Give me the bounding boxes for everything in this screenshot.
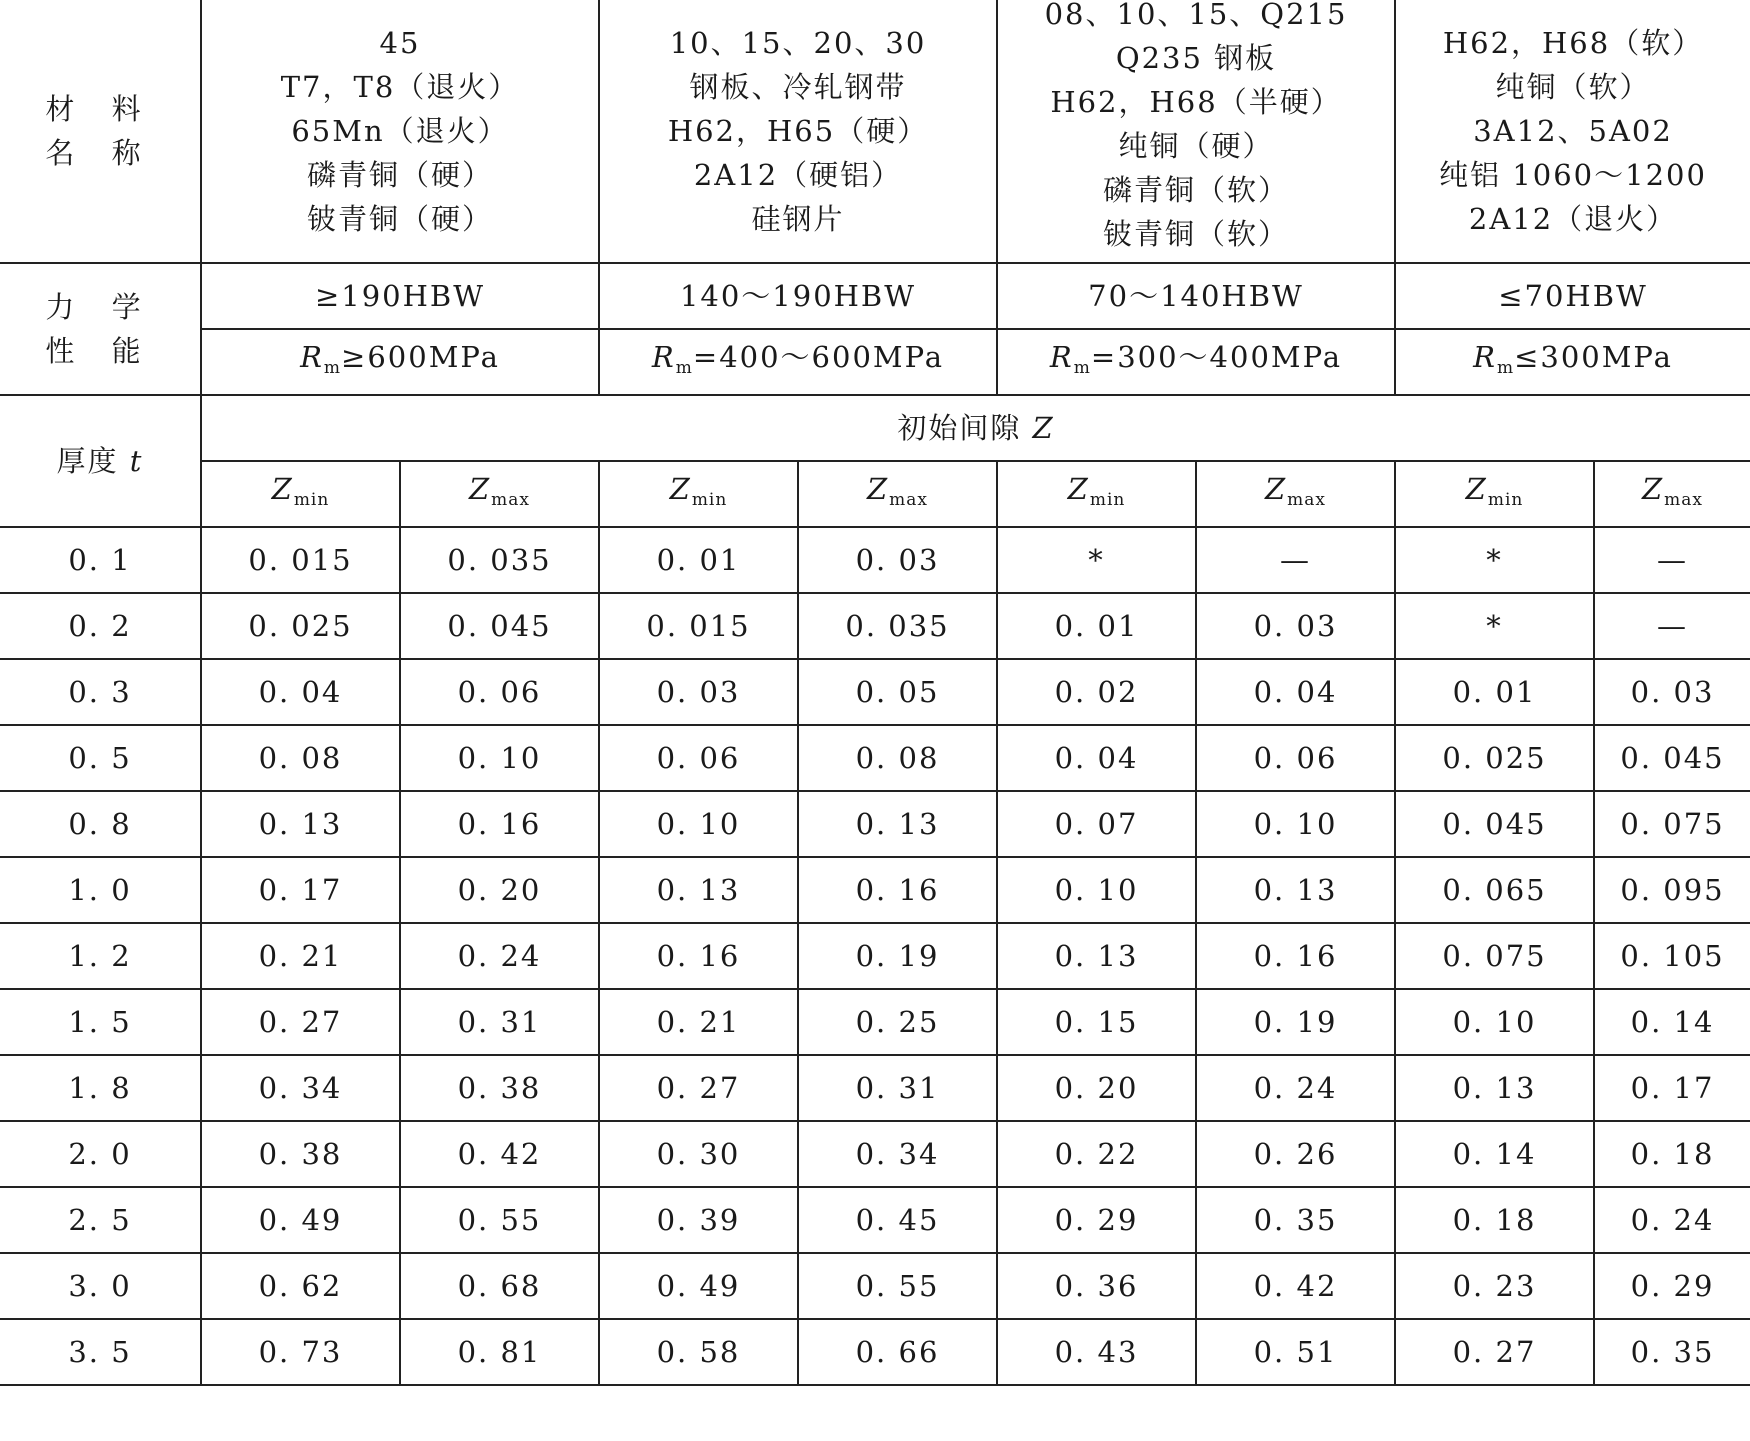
z-min-cell: 0. 27 (1395, 1319, 1594, 1385)
z-max-cell: 0. 42 (400, 1121, 599, 1187)
z-min-cell: 0. 04 (997, 725, 1196, 791)
thickness-cell: 3. 5 (0, 1319, 201, 1385)
z-subscript: max (491, 489, 530, 510)
z-max-header (798, 461, 997, 527)
strength-cell (201, 329, 599, 395)
z-min-cell: 0. 01 (997, 593, 1196, 659)
z-max-cell: 0. 19 (798, 923, 997, 989)
table-row (0, 593, 1750, 659)
z-min-cell: 0. 03 (599, 659, 798, 725)
z-max-cell: 0. 68 (400, 1253, 599, 1319)
z-min-cell: 0. 18 (1395, 1187, 1594, 1253)
initial-gap-row (0, 395, 1750, 461)
z-max-cell: 0. 24 (400, 923, 599, 989)
z-min-cell: 0. 16 (599, 923, 798, 989)
z-max-cell: 0. 20 (400, 857, 599, 923)
table-row (0, 1121, 1750, 1187)
z-min-cell: 0. 34 (201, 1055, 400, 1121)
z-min-cell: 0. 10 (599, 791, 798, 857)
z-min-cell: 0. 49 (201, 1187, 400, 1253)
material-name-line: 08、10、15、Q215 (1044, 0, 1348, 31)
material-name-line: 45 (379, 26, 421, 60)
material-name-line: 磷青铜（硬） (306, 158, 493, 192)
z-symbol: Z (1642, 471, 1665, 506)
z-max-cell: 0. 14 (1594, 989, 1750, 1055)
z-max-cell: 0. 03 (1196, 593, 1395, 659)
strength-cell (997, 329, 1395, 395)
material-name-line: 2A12（退火） (1468, 202, 1678, 236)
z-max-cell: 0. 55 (400, 1187, 599, 1253)
z-max-cell: — (1594, 527, 1750, 593)
z-min-cell: 0. 39 (599, 1187, 798, 1253)
z-max-cell: 0. 24 (1196, 1055, 1395, 1121)
thickness-cell: 1. 5 (0, 989, 201, 1055)
thickness-cell: 0. 3 (0, 659, 201, 725)
table-row (0, 527, 1750, 593)
initial-gap-var: Z (1032, 411, 1055, 445)
material-name-line: 铍青铜（软） (1103, 217, 1290, 251)
z-max-cell: 0. 10 (400, 725, 599, 791)
z-min-cell: 0. 025 (201, 593, 400, 659)
z-min-cell: 0. 10 (997, 857, 1196, 923)
hardness-cell: ≤70HBW (1395, 263, 1750, 329)
z-min-cell: 0. 065 (1395, 857, 1594, 923)
z-max-cell: 0. 17 (1594, 1055, 1750, 1121)
z-max-cell: 0. 31 (400, 989, 599, 1055)
z-min-cell: 0. 22 (997, 1121, 1196, 1187)
z-max-cell: 0. 06 (400, 659, 599, 725)
z-min-cell: 0. 21 (599, 989, 798, 1055)
z-max-cell: 0. 45 (798, 1187, 997, 1253)
z-max-cell: 0. 035 (798, 593, 997, 659)
z-subscript: max (1664, 489, 1704, 510)
z-min-cell: 0. 13 (599, 857, 798, 923)
z-min-cell: 0. 06 (599, 725, 798, 791)
z-max-cell: 0. 035 (400, 527, 599, 593)
table-row (0, 791, 1750, 857)
z-max-cell: 0. 03 (798, 527, 997, 593)
material-name-line: 2A12（硬铝） (693, 158, 903, 192)
strength-value: ≥600MPa (341, 339, 500, 374)
material-name-row (0, 0, 1750, 263)
initial-gap-label (201, 395, 1750, 461)
rm-symbol: R (1473, 339, 1497, 374)
table-row (0, 1319, 1750, 1385)
z-min-cell: 0. 15 (997, 989, 1196, 1055)
z-min-cell: 0. 23 (1395, 1253, 1594, 1319)
z-min-cell: 0. 27 (201, 989, 400, 1055)
thickness-cell: 0. 1 (0, 527, 201, 593)
z-max-cell: 0. 34 (798, 1121, 997, 1187)
hardness-cell: 140～190HBW (599, 263, 997, 329)
material-name-label-line: 名 称 (45, 136, 155, 170)
z-symbol: Z (867, 471, 890, 506)
z-min-cell: 0. 045 (1395, 791, 1594, 857)
hardness-row (0, 263, 1750, 329)
z-max-cell: — (1594, 593, 1750, 659)
z-symbol: Z (1465, 471, 1488, 506)
z-max-cell: 0. 05 (798, 659, 997, 725)
material-name-label-line: 材 料 (45, 92, 155, 126)
z-subscript: min (1089, 489, 1126, 510)
table-row (0, 659, 1750, 725)
thickness-cell: 1. 2 (0, 923, 201, 989)
z-min-cell: 0. 58 (599, 1319, 798, 1385)
z-subscript: max (889, 489, 928, 510)
material-name-line: 65Mn（退火） (291, 114, 509, 148)
z-subscript: max (1287, 489, 1327, 510)
z-max-cell: 0. 045 (1594, 725, 1750, 791)
z-subscript: min (691, 489, 728, 510)
z-max-cell: 0. 13 (798, 791, 997, 857)
z-min-header (201, 461, 400, 527)
z-symbol: Z (1067, 471, 1090, 506)
z-max-cell: 0. 35 (1196, 1187, 1395, 1253)
z-max-cell: 0. 10 (1196, 791, 1395, 857)
z-min-cell: 0. 20 (997, 1055, 1196, 1121)
thickness-cell: 1. 0 (0, 857, 201, 923)
z-max-cell: 0. 35 (1594, 1319, 1750, 1385)
material-name-line: 纯铝 1060～1200 (1439, 158, 1707, 192)
rm-subscript: m (1073, 357, 1091, 378)
table-row (0, 725, 1750, 791)
z-max-cell: 0. 16 (1196, 923, 1395, 989)
thickness-cell: 0. 2 (0, 593, 201, 659)
z-symbol: Z (1265, 471, 1288, 506)
z-symbol: Z (469, 471, 492, 506)
z-max-cell: 0. 66 (798, 1319, 997, 1385)
thickness-cell: 2. 0 (0, 1121, 201, 1187)
table-row (0, 1187, 1750, 1253)
strength-cell (1395, 329, 1750, 395)
z-min-header (997, 461, 1196, 527)
z-max-cell: 0. 31 (798, 1055, 997, 1121)
z-min-cell: 0. 73 (201, 1319, 400, 1385)
z-symbol: Z (271, 471, 294, 506)
z-max-cell: 0. 29 (1594, 1253, 1750, 1319)
z-max-cell: 0. 18 (1594, 1121, 1750, 1187)
material-name-line: H62，H65（硬） (667, 114, 929, 148)
z-min-cell: 0. 01 (599, 527, 798, 593)
z-max-cell: 0. 81 (400, 1319, 599, 1385)
z-min-cell: 0. 13 (997, 923, 1196, 989)
material-name-line: 纯铜（软） (1495, 70, 1651, 104)
z-symbol: Z (669, 471, 692, 506)
z-max-header (400, 461, 599, 527)
material-name-line: Q235 钢板 (1115, 41, 1277, 75)
thickness-cell: 3. 0 (0, 1253, 201, 1319)
table-row (0, 1253, 1750, 1319)
strength-value: =400～600MPa (692, 339, 945, 374)
material-name-line: 硅钢片 (751, 202, 845, 236)
z-min-cell: 0. 36 (997, 1253, 1196, 1319)
z-max-cell: 0. 16 (798, 857, 997, 923)
z-max-cell: — (1196, 527, 1395, 593)
thickness-cell: 2. 5 (0, 1187, 201, 1253)
strength-row (0, 329, 1750, 395)
z-max-cell: 0. 51 (1196, 1319, 1395, 1385)
material-group-4 (1395, 0, 1750, 263)
material-name-line: 纯铜（硬） (1118, 129, 1274, 163)
z-min-cell: 0. 075 (1395, 923, 1594, 989)
z-min-cell: 0. 30 (599, 1121, 798, 1187)
table-row (0, 857, 1750, 923)
material-name-line: 10、15、20、30 (669, 26, 927, 60)
z-max-cell: 0. 08 (798, 725, 997, 791)
thickness-cell: 0. 5 (0, 725, 201, 791)
z-min-cell: 0. 17 (201, 857, 400, 923)
z-max-cell: 0. 13 (1196, 857, 1395, 923)
table-row (0, 989, 1750, 1055)
table-row (0, 923, 1750, 989)
strength-cell (599, 329, 997, 395)
z-min-header (599, 461, 798, 527)
table-row (0, 1055, 1750, 1121)
material-name-line: H62，H68（软） (1442, 26, 1704, 60)
rm-symbol: R (1049, 339, 1074, 374)
z-max-cell: 0. 55 (798, 1253, 997, 1319)
z-min-cell: 0. 38 (201, 1121, 400, 1187)
z-min-cell: 0. 62 (201, 1253, 400, 1319)
z-min-cell: 0. 07 (997, 791, 1196, 857)
z-min-cell: 0. 27 (599, 1055, 798, 1121)
hardness-cell: ≥190HBW (201, 263, 599, 329)
strength-value: =300～400MPa (1090, 339, 1343, 374)
z-min-cell: 0. 02 (997, 659, 1196, 725)
thickness-cell: 0. 8 (0, 791, 201, 857)
material-name-line: 磷青铜（软） (1103, 173, 1290, 207)
material-name-line: 铍青铜（硬） (306, 202, 493, 236)
z-subscript: min (1487, 489, 1524, 510)
z-max-cell: 0. 04 (1196, 659, 1395, 725)
material-group-3 (997, 0, 1395, 263)
z-subscript: min (293, 489, 330, 510)
initial-gap-text: 初始间隙 (897, 411, 1022, 445)
strength-value: ≤300MPa (1514, 339, 1673, 374)
mechanical-label (0, 263, 201, 395)
material-name-line: H62，H68（半硬） (1050, 85, 1342, 119)
z-min-cell: 0. 015 (599, 593, 798, 659)
thickness-label-text: 厚度 (56, 444, 119, 478)
z-max-header (1594, 461, 1750, 527)
z-max-cell: 0. 24 (1594, 1187, 1750, 1253)
z-min-cell: 0. 21 (201, 923, 400, 989)
z-min-cell: 0. 49 (599, 1253, 798, 1319)
z-min-cell: 0. 13 (1395, 1055, 1594, 1121)
material-group-2 (599, 0, 997, 263)
thickness-label (0, 395, 201, 527)
z-max-cell: 0. 19 (1196, 989, 1395, 1055)
z-min-cell: * (1395, 527, 1594, 593)
rm-symbol: R (300, 339, 324, 374)
material-name-line: T7，T8（退火） (280, 70, 520, 104)
rm-subscript: m (323, 357, 342, 378)
z-max-cell: 0. 06 (1196, 725, 1395, 791)
z-min-cell: 0. 01 (1395, 659, 1594, 725)
z-min-cell: 0. 08 (201, 725, 400, 791)
material-group-1 (201, 0, 599, 263)
z-min-cell: 0. 015 (201, 527, 400, 593)
z-min-cell: 0. 10 (1395, 989, 1594, 1055)
rm-subscript: m (1496, 357, 1515, 378)
thickness-cell: 1. 8 (0, 1055, 201, 1121)
z-max-cell: 0. 095 (1594, 857, 1750, 923)
z-min-cell: * (997, 527, 1196, 593)
mechanical-label-line: 力 学 (45, 290, 155, 324)
z-subheader-row (0, 461, 1750, 527)
z-min-cell: 0. 04 (201, 659, 400, 725)
material-name-line: 3A12、5A02 (1473, 114, 1673, 148)
z-max-cell: 0. 16 (400, 791, 599, 857)
mechanical-label-line: 性 能 (45, 334, 155, 368)
z-max-cell: 0. 105 (1594, 923, 1750, 989)
z-min-cell: 0. 13 (201, 791, 400, 857)
z-max-cell: 0. 075 (1594, 791, 1750, 857)
z-max-cell: 0. 42 (1196, 1253, 1395, 1319)
z-min-cell: 0. 025 (1395, 725, 1594, 791)
material-name-line: 钢板、冷轧钢带 (689, 70, 907, 104)
rm-symbol: R (651, 339, 676, 374)
material-name-label (0, 0, 201, 263)
hardness-cell: 70～140HBW (997, 263, 1395, 329)
z-max-cell: 0. 26 (1196, 1121, 1395, 1187)
rm-subscript: m (675, 357, 693, 378)
z-min-cell: * (1395, 593, 1594, 659)
z-max-header (1196, 461, 1395, 527)
thickness-var: t (129, 444, 144, 478)
z-min-cell: 0. 14 (1395, 1121, 1594, 1187)
z-min-cell: 0. 29 (997, 1187, 1196, 1253)
z-min-cell: 0. 43 (997, 1319, 1196, 1385)
z-max-cell: 0. 38 (400, 1055, 599, 1121)
z-max-cell: 0. 045 (400, 593, 599, 659)
z-max-cell: 0. 03 (1594, 659, 1750, 725)
z-min-header (1395, 461, 1594, 527)
z-max-cell: 0. 25 (798, 989, 997, 1055)
